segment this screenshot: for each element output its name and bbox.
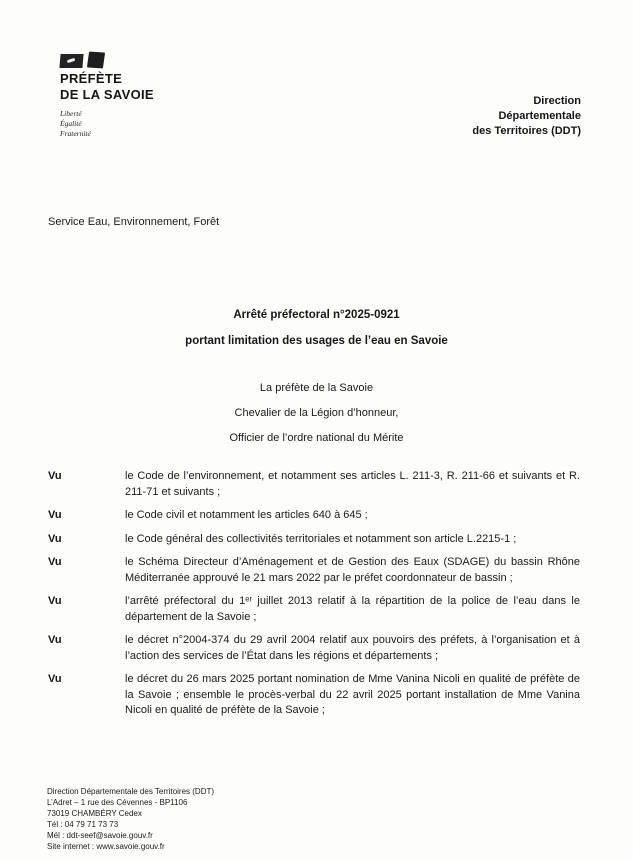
vu-clause-list [48, 469, 580, 727]
authority-block [0, 382, 633, 457]
vu-text: le Code de l’environnement, et notamment ses articles L. 211-3, R. 211-66 et suivants et R. 211-71 et suivants ; [125, 470, 580, 498]
vu-label: Vu [48, 595, 62, 607]
direction-line1: Direction [533, 95, 581, 107]
footer-phone: Tél : 04 79 71 73 73 [47, 820, 119, 829]
footer-city: 73019 CHAMBÉRY Cedex [47, 809, 142, 818]
vu-label: Vu [48, 532, 62, 545]
vu-text: le décret n°2004-374 du 29 avril 2004 relatif aux pouvoirs des préfets, à l’organisation et à l’action des services de l’État dans les régions et départements ; [125, 634, 580, 662]
french-flag-logo [60, 52, 154, 69]
prefecture-block [60, 52, 154, 139]
motto-egalite: Égalité [60, 119, 82, 128]
vu-clause [48, 508, 580, 524]
motto-liberte: Liberté [60, 109, 82, 118]
direction-block [472, 94, 581, 139]
vu-clause [48, 532, 580, 548]
footer-email: Mél : ddt-seef@savoie.gouv.fr [47, 831, 153, 840]
title-line1: Arrêté préfectoral n°2025-0921 [233, 309, 400, 321]
authority-line3: Officier de l’ordre national du Mérite [229, 432, 404, 444]
vu-text: le Schéma Directeur d’Aménagement et de Gestion des Eaux (SDAGE) du bassin Rhône Méditerranée approuvé le 21 mars 2022 par le préfet coordonnateur de bassin ; [125, 556, 580, 584]
vu-clause [48, 469, 580, 500]
footer-address-block [47, 786, 214, 852]
vu-text: l’arrêté préfectoral du 1ᵉʳ juillet 2013 relatif à la répartition de la police de l’eau dans le département de la Savoie ; [125, 595, 580, 623]
footer-direction: Direction Départementale des Territoires (DDT) [47, 787, 215, 796]
vu-label: Vu [48, 556, 62, 568]
vu-text: le Code civil et notamment les articles 640 à 645 ; [125, 509, 368, 521]
direction-line2: Départementale [498, 110, 581, 122]
vu-clause [48, 633, 580, 664]
motto-fraternite: Fraternité [60, 129, 91, 138]
vu-text: le Code général des collectivités territoriales et notamment son article L.2215-1 ; [125, 532, 517, 545]
authority-line1: La préfète de la Savoie [259, 382, 374, 394]
vu-text: le décret du 26 mars 2025 portant nomination de Mme Vanina Nicoli en qualité de préfète de la Savoie ; ensemble le procès-verbal du 22 avril 2025 portant installation de Mme Vanina Nicoli en qualité de préfète de la Savoie ; [125, 673, 580, 716]
flag-left-shape-icon [59, 54, 83, 68]
vu-clause [48, 594, 580, 625]
authority-line2: Chevalier de la Légion d’honneur, [234, 407, 399, 419]
vu-clause [48, 672, 580, 719]
agency-name-line2: DE LA SAVOIE [60, 87, 154, 102]
service-line: Service Eau, Environnement, Forêt [48, 216, 220, 228]
vu-label: Vu [48, 673, 62, 685]
document-title [0, 308, 633, 348]
vu-label: Vu [48, 634, 62, 646]
agency-name-line1: PRÉFÈTE [60, 71, 123, 86]
vu-label: Vu [48, 470, 62, 482]
vu-clause [48, 555, 580, 586]
footer-website: Site internet : www.savoie.gouv.fr [47, 842, 165, 851]
title-line2: portant limitation des usages de l’eau en Savoie [185, 335, 448, 347]
flag-right-shape-icon [87, 52, 105, 69]
footer-street: L’Adret – 1 rue des Cévennes - BP1106 [47, 798, 188, 807]
republic-motto [60, 109, 154, 139]
vu-label: Vu [48, 509, 62, 521]
direction-line3: des Territoires (DDT) [472, 125, 581, 137]
